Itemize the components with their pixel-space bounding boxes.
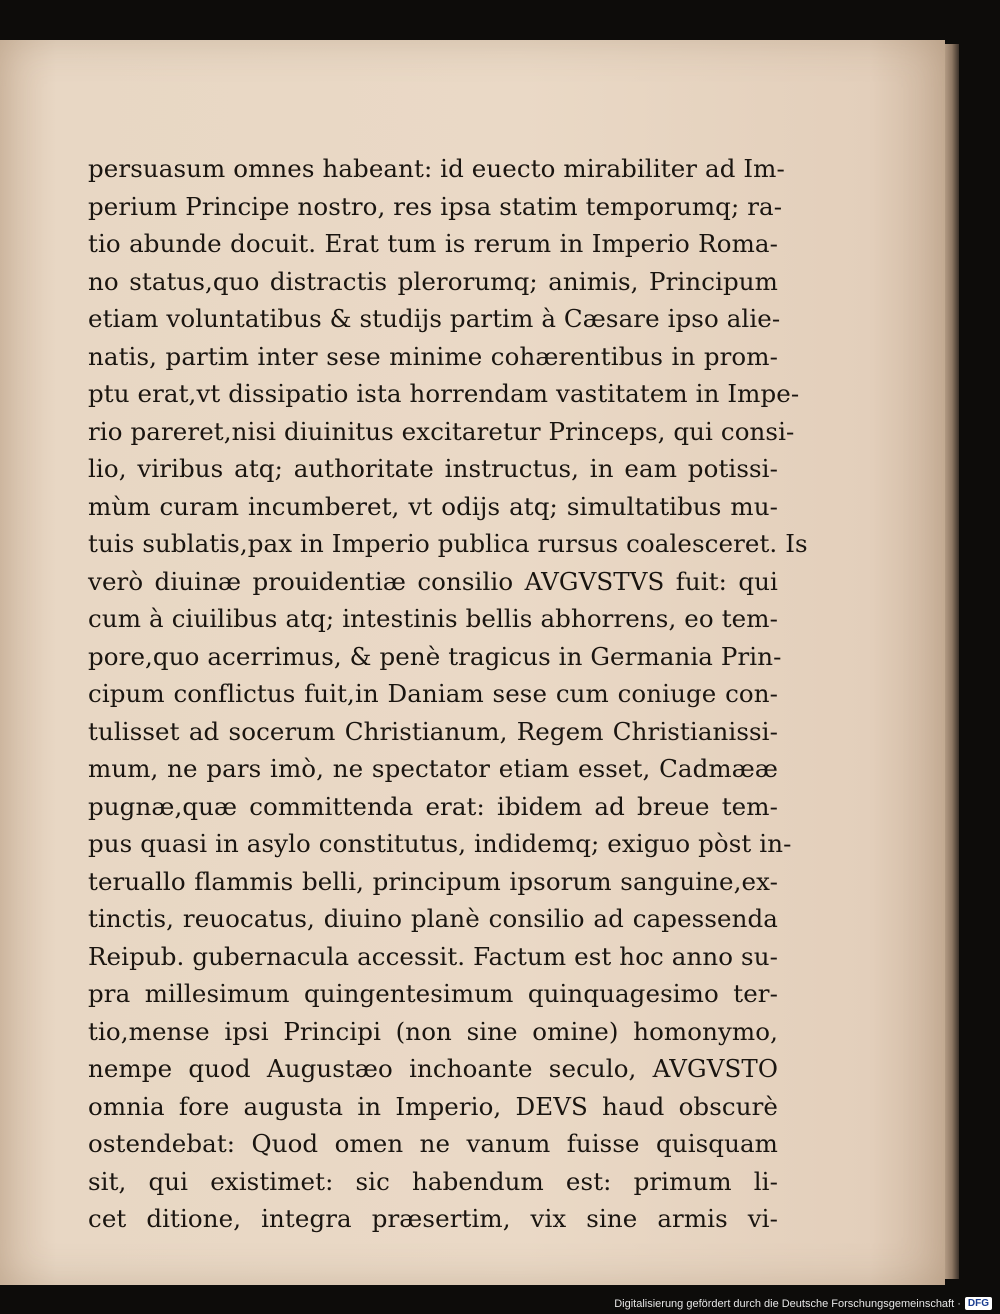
digitization-footer [614,1297,992,1310]
body-text [88,150,808,1238]
text-line: tuis sublatis,pax in Imperio publica rursus coalesceret. Is [88,529,808,558]
text-line: pus quasi in asylo constitutus, indidemq; exiguo pòst in- [88,829,792,858]
text-line: lio, viribus atq; authoritate instructus, in eam potissi- [88,454,778,483]
text-line: etiam voluntatibus & studijs partim à Cæsare ipso alie- [88,304,781,333]
text-line: sit, qui existimet: sic habendum est: primum li- [88,1166,778,1196]
text-line: persuasum omnes habeant: id euecto mirabiliter ad Im- [88,154,785,183]
text-line: rio pareret,nisi diuinitus excitaretur Princeps, qui consi- [88,416,795,446]
dfg-logo: DFG [965,1297,992,1310]
text-line: natis, partim inter sese minime cohærentibus in prom- [88,341,778,371]
text-line: tio abunde docuit. Erat tum is rerum in Imperio Roma- [88,229,778,258]
text-line: no status,quo distractis plerorumq; animis, Principum [88,266,778,296]
text-line: perium Principe nostro, res ipsa statim temporumq; ra- [88,191,783,221]
text-line: nempe quod Augustæo inchoante seculo, AVGVSTO [88,1054,778,1083]
text-line: pra millesimum quingentesimum quinquagesimo ter- [88,979,778,1008]
text-line: teruallo flammis belli, principum ipsorum sanguine,ex- [88,866,778,896]
text-line: verò diuinæ prouidentiæ consilio AVGVSTVS fuit: qui [88,566,778,596]
footer-credit: Digitalisierung gefördert durch die Deutsche Forschungsgemeinschaft · [614,1297,961,1310]
text-line: pugnæ,quæ committenda erat: ibidem ad breue tem- [88,791,778,821]
text-line: Reipub. gubernacula accessit. Factum est hoc anno su- [88,941,778,971]
text-line: ostendebat: Quod omen ne vanum fuisse quisquam [88,1129,778,1158]
text-line: cipum conflictus fuit,in Daniam sese cum coniuge con- [88,679,778,708]
text-line: tulisset ad socerum Christianum, Regem Christianissi- [88,716,778,746]
text-line: tinctis, reuocatus, diuino planè consilio ad capessenda [88,904,778,933]
text-line: mum, ne pars imò, ne spectator etiam esset, Cadmææ [88,754,778,783]
text-line: mùm curam incumberet, vt odijs atq; simultatibus mu- [88,491,778,521]
text-line: cum à ciuilibus atq; intestinis bellis abhorrens, eo tem- [88,604,778,633]
text-line: tio,mense ipsi Principi (non sine omine) homonymo, [88,1016,778,1046]
page-edge [945,44,959,1279]
text-line: pore,quo acerrimus, & penè tragicus in Germania Prin- [88,641,782,671]
text-line: omnia fore augusta in Imperio, DEVS haud obscurè [88,1091,778,1121]
text-line: ptu erat,vt dissipatio ista horrendam vastitatem in Impe- [88,379,800,408]
text-line: cet ditione, integra præsertim, vix sine armis vi- [88,1204,778,1233]
